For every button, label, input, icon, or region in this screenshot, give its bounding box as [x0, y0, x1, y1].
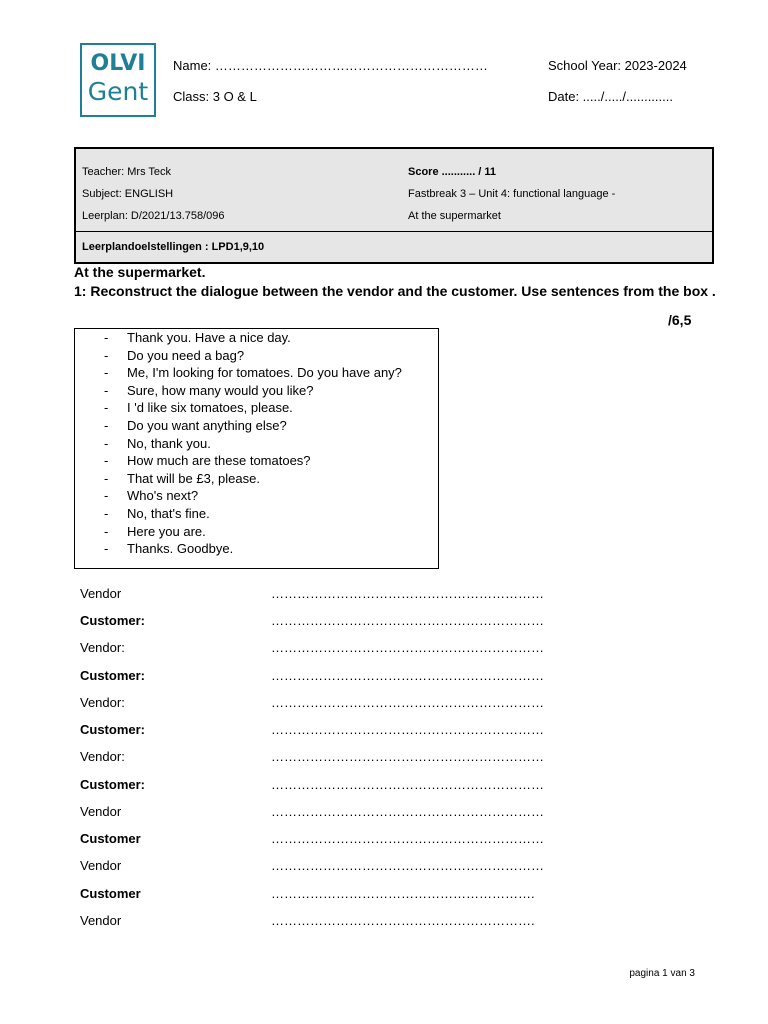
dialogue-row [80, 639, 544, 657]
dialogue-row [80, 612, 544, 630]
dialogue-row [80, 830, 544, 848]
speaker-label: Vendor: [80, 640, 125, 655]
exercise-points: /6,5 [668, 312, 692, 328]
name-field: Name: ……………………………………………………… [173, 58, 488, 73]
dialogue-row [80, 857, 544, 875]
answer-line[interactable]: ……………………………………………………… [271, 613, 544, 628]
sentence-item: - Me, I'm looking for tomatoes. Do you have any? [104, 365, 402, 381]
dialogue-row [80, 748, 544, 766]
sentence-item: - Thanks. Goodbye. [104, 541, 234, 557]
topic-label: At the supermarket [408, 210, 501, 222]
answer-line[interactable]: ……………………………………………………… [271, 777, 544, 792]
unit-label: Fastbreak 3 – Unit 4: functional language - [408, 188, 616, 200]
dialogue-row [80, 885, 535, 903]
speaker-label: Customer: [80, 777, 146, 792]
class-label: Class: 3 O & L [173, 89, 257, 104]
school-year: School Year: 2023-2024 [548, 58, 687, 73]
sentence-item: - How much are these tomatoes? [104, 453, 311, 469]
logo-text-gent: Gent [87, 77, 149, 106]
answer-line[interactable]: ……………………………………………………… [271, 858, 544, 873]
dialogue-row [80, 803, 544, 821]
answer-line[interactable]: ……………………………………………………… [271, 831, 544, 846]
sentence-box [74, 328, 439, 569]
sentence-item: - Who's next? [104, 488, 199, 504]
leerplan-label: Leerplan: D/2021/13.758/096 [82, 210, 225, 222]
speaker-label: Vendor [80, 586, 122, 601]
answer-line[interactable]: ……………………………………………………. [271, 886, 535, 901]
answer-line[interactable]: ……………………………………………………… [271, 749, 544, 764]
speaker-label: Vendor: [80, 749, 125, 764]
speaker-label: Vendor [80, 913, 122, 928]
info-box [74, 147, 714, 264]
answer-line[interactable]: ……………………………………………………… [271, 722, 544, 737]
exercise-heading: At the supermarket. [74, 264, 206, 280]
speaker-label: Vendor [80, 804, 122, 819]
sentence-item: - Do you need a bag? [104, 347, 245, 363]
answer-line[interactable]: ……………………………………………………… [271, 804, 544, 819]
sentence-item: - I 'd like six tomatoes, please. [104, 400, 293, 416]
sentence-item: - No, that's fine. [104, 505, 210, 521]
sentence-item: - Sure, how many would you like? [104, 382, 314, 398]
sentence-list [75, 329, 402, 558]
date-field: Date: ...../...../............. [548, 89, 673, 104]
speaker-label: Customer: [80, 668, 146, 683]
answer-line[interactable]: ……………………………………………………… [271, 640, 544, 655]
sentence-item: - Thank you. Have a nice day. [104, 330, 291, 345]
answer-line[interactable]: ……………………………………………………… [271, 695, 544, 710]
speaker-label: Vendor [80, 858, 122, 873]
logo-text-olvi: OLVI [90, 51, 146, 76]
score-label: Score ........... / 11 [408, 166, 497, 178]
dialogue-row [80, 667, 544, 685]
speaker-label: Customer: [80, 722, 146, 737]
answer-line[interactable]: ……………………………………………………. [271, 913, 535, 928]
dialogue-row [80, 912, 535, 930]
teacher-label: Teacher: Mrs Teck [82, 166, 172, 178]
info-divider [76, 231, 712, 232]
subject-label: Subject: ENGLISH [82, 188, 174, 200]
answer-line[interactable]: ……………………………………………………… [271, 586, 544, 601]
speaker-label: Vendor: [80, 695, 125, 710]
sentence-item: - That will be £3, please. [104, 470, 260, 486]
speaker-label: Customer [80, 886, 141, 901]
dialogue-row [80, 721, 544, 739]
sentence-item: - No, thank you. [104, 435, 211, 451]
speaker-label: Customer: [80, 613, 146, 628]
dialogue-row [80, 585, 544, 603]
school-logo [80, 43, 156, 117]
exercise-instruction: 1: Reconstruct the dialogue between the vendor and the customer. Use sentences from the box . [74, 283, 716, 299]
answer-line[interactable]: ……………………………………………………… [271, 668, 544, 683]
page-number: pagina 1 van 3 [629, 968, 695, 979]
dialogue-row [80, 776, 544, 794]
sentence-item: - Do you want anything else? [104, 417, 287, 433]
speaker-label: Customer [80, 831, 141, 846]
goals-label: Leerplandoelstellingen : LPD1,9,10 [82, 241, 265, 253]
sentence-item: - Here you are. [104, 523, 206, 539]
dialogue-row [80, 694, 544, 712]
